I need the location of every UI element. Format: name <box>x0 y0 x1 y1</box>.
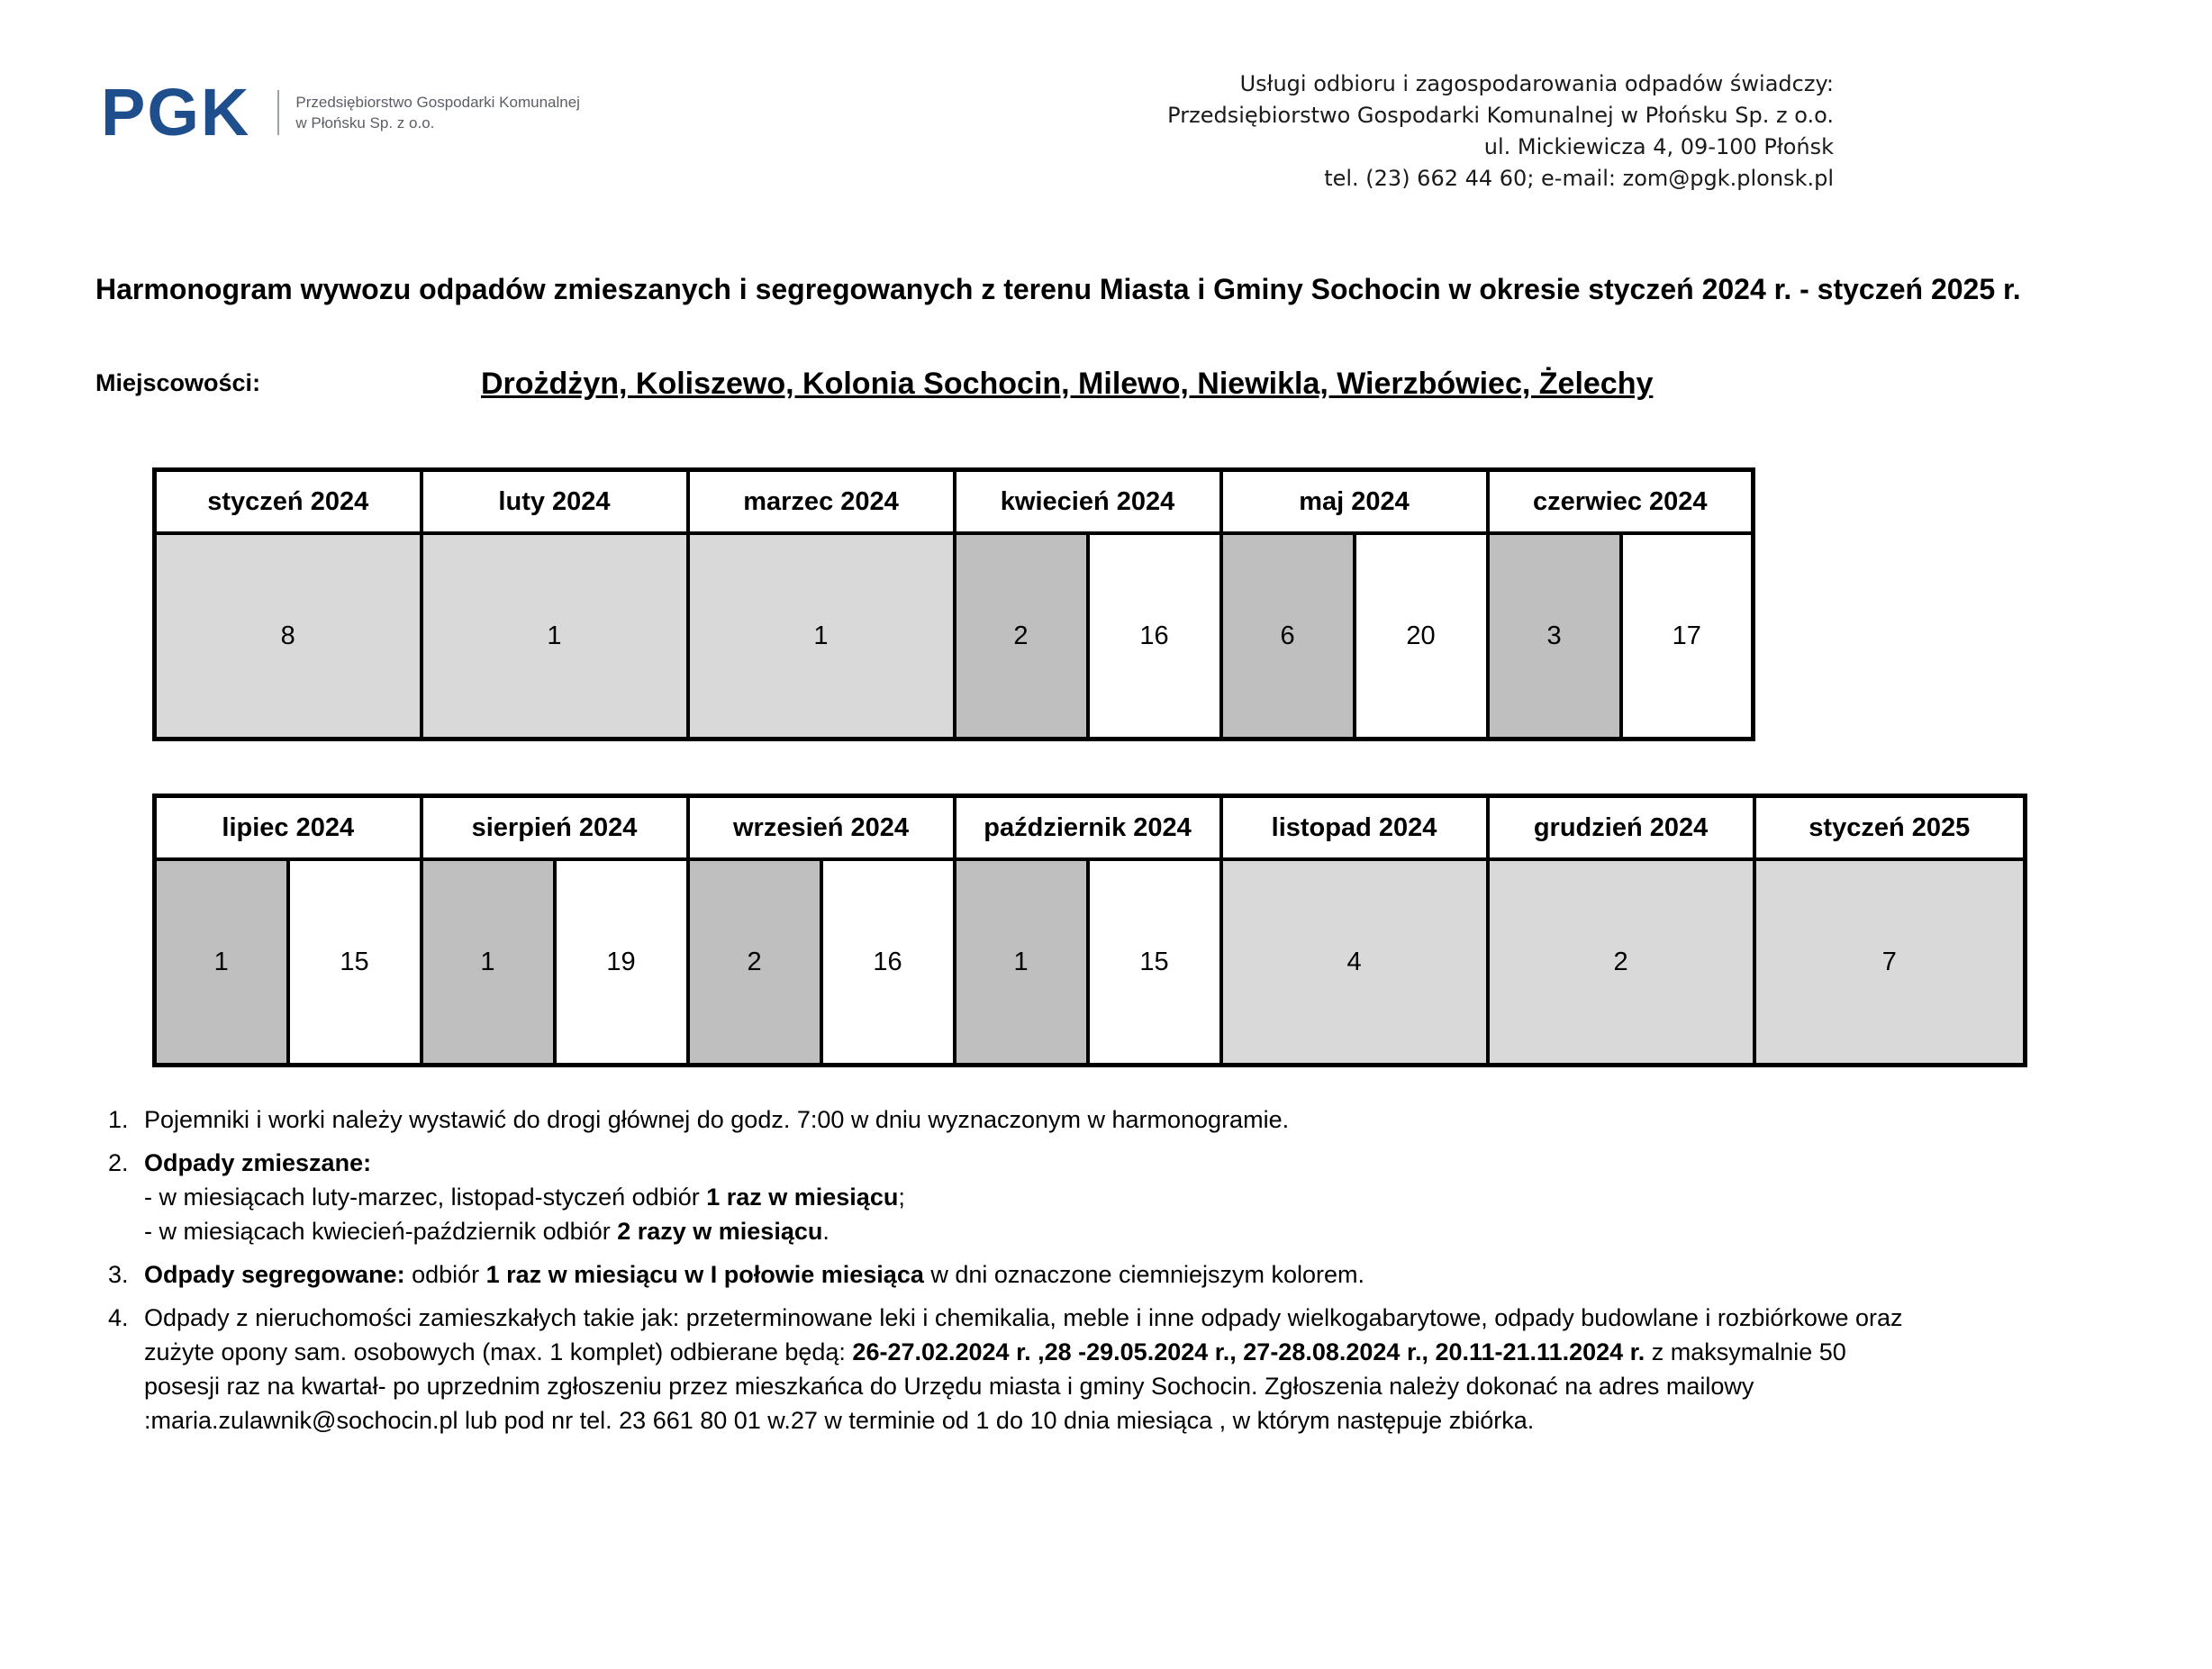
note-emphasis: 2 razy w miesiącu <box>617 1218 823 1245</box>
month-header: styczeń 2025 <box>1754 796 2026 860</box>
pickup-day-cell: 7 <box>1754 859 2026 1066</box>
schedule-table-1 <box>152 467 1755 741</box>
segregated-day-cell: 1 <box>955 859 1088 1066</box>
provider-line-3: ul. Mickiewicza 4, 09-100 Płońsk <box>1483 134 1834 159</box>
note-text: ; <box>898 1184 905 1211</box>
note-text: z maksymalnie 50 posesji raz na kwartał- po uprzednim zgłoszeniu przez mieszkańca do Urzędu miasta i gminy Sochocin. Zgłoszenia należy dokonać na adres mailowy :maria.zulawnik@sochocin.pl lub pod nr tel. 23 661 80 01 w.27 w terminie od 1 do 10 dnia miesiąca , w którym następuje zbiórka. <box>144 1338 1846 1434</box>
mixed-day-cell: 17 <box>1621 533 1754 739</box>
note-text: w dni oznaczone ciemniejszym kolorem. <box>923 1261 1365 1288</box>
provider-line-1: Usługi odbioru i zagospodarowania odpadów świadczy: <box>1239 71 1834 96</box>
provider-line-2: Przedsiębiorstwo Gospodarki Komunalnej w Płońsku Sp. z o.o. <box>1167 103 1834 128</box>
month-header: marzec 2024 <box>688 470 955 534</box>
segregated-day-cell: 2 <box>955 533 1088 739</box>
segregated-day-cell: 1 <box>155 859 288 1066</box>
pickup-days-row <box>155 533 1754 739</box>
logo-divider <box>277 90 279 135</box>
pickup-day-cell: 1 <box>688 533 955 739</box>
month-header: czerwiec 2024 <box>1488 470 1754 534</box>
schedule-title: Harmonogram wywozu odpadów zmieszanych i segregowanych z terenu Miasta i Gminy Sochocin w okresie styczeń 2024 r. - styczeń 2025 r. <box>95 273 2021 305</box>
note-emphasis: 1 raz w miesiącu <box>706 1184 899 1211</box>
places-list: Drożdżyn, Koliszewo, Kolonia Sochocin, Milewo, Niewikla, Wierzbówiec, Żelechy <box>481 367 1654 401</box>
month-header: kwiecień 2024 <box>955 470 1221 534</box>
segregated-day-cell: 3 <box>1488 533 1621 739</box>
month-header: luty 2024 <box>422 470 688 534</box>
mixed-day-cell: 19 <box>555 859 688 1066</box>
note-number: 2. <box>108 1149 129 1176</box>
logo-subtitle <box>295 92 580 133</box>
schedule-notes <box>108 1102 1918 1447</box>
month-header-row <box>155 470 1754 534</box>
pickup-day-cell: 2 <box>1488 859 1754 1066</box>
month-header: sierpień 2024 <box>422 796 688 860</box>
logo-subtitle-line1: Przedsiębiorstwo Gospodarki Komunalnej <box>295 94 580 111</box>
note-item <box>108 1301 1918 1438</box>
month-header: styczeń 2024 <box>155 470 422 534</box>
note-item <box>108 1102 1918 1137</box>
provider-line-4: tel. (23) 662 44 60; e-mail: zom@pgk.plonsk.pl <box>1324 166 1834 191</box>
pickup-day-cell: 4 <box>1221 859 1488 1066</box>
segregated-day-cell: 6 <box>1221 533 1355 739</box>
note-text: - w miesiącach luty-marzec, listopad-styczeń odbiór <box>144 1184 707 1211</box>
pickup-day-cell: 8 <box>155 533 422 739</box>
schedule-table-2 <box>152 794 2027 1067</box>
mixed-day-cell: 16 <box>1088 533 1221 739</box>
month-header: listopad 2024 <box>1221 796 1488 860</box>
service-provider-info <box>1167 68 1834 195</box>
note-item <box>108 1257 1918 1292</box>
segregated-day-cell: 2 <box>688 859 821 1066</box>
note-text: Odpady z nieruchomości zamieszkałych takie jak: przeterminowane leki i chemikalia, meble i inne odpady wielkogabarytowe, odpady budowlane i rozbiórkowe oraz zużyte opony sam. osobowych (max. 1 komplet) odbierane będą: <box>144 1304 1903 1365</box>
month-header: wrzesień 2024 <box>688 796 955 860</box>
bulky-waste-dates: 26-27.02.2024 r. ,28 -29.05.2024 r., 27-28.08.2024 r., 20.11-21.11.2024 r. <box>852 1338 1645 1365</box>
logo-subtitle-line2: w Płońsku Sp. z o.o. <box>295 114 435 132</box>
note-text: - w miesiącach kwiecień-październik odbiór <box>144 1218 618 1245</box>
note-number: 1. <box>108 1106 129 1133</box>
note-number: 4. <box>108 1304 129 1331</box>
mixed-day-cell: 15 <box>1088 859 1221 1066</box>
month-header: grudzień 2024 <box>1488 796 1754 860</box>
mixed-day-cell: 20 <box>1355 533 1488 739</box>
note-item <box>108 1146 1918 1248</box>
month-header: maj 2024 <box>1221 470 1488 534</box>
note-number: 3. <box>108 1261 129 1288</box>
month-header: lipiec 2024 <box>155 796 422 860</box>
mixed-day-cell: 15 <box>288 859 422 1066</box>
note-text: . <box>822 1218 830 1245</box>
note-emphasis: 1 raz w miesiącu w I połowie miesiąca <box>485 1261 924 1288</box>
logo-mark: PGK <box>101 75 251 150</box>
mixed-day-cell: 16 <box>821 859 955 1066</box>
pickup-day-cell: 1 <box>422 533 688 739</box>
note-heading: Odpady segregowane: <box>144 1261 405 1288</box>
note-heading: Odpady zmieszane: <box>144 1149 372 1176</box>
note-line <box>144 1180 1918 1214</box>
month-header-row <box>155 796 2026 860</box>
segregated-day-cell: 1 <box>422 859 555 1066</box>
note-text: Pojemniki i worki należy wystawić do drogi głównej do godz. 7:00 w dniu wyznaczonym w harmonogramie. <box>144 1106 1290 1133</box>
month-header: październik 2024 <box>955 796 1221 860</box>
company-logo <box>101 75 580 150</box>
pickup-days-row <box>155 859 2026 1066</box>
note-text: odbiór <box>404 1261 486 1288</box>
note-line <box>144 1214 1918 1248</box>
places-label: Miejscowości: <box>95 369 261 396</box>
